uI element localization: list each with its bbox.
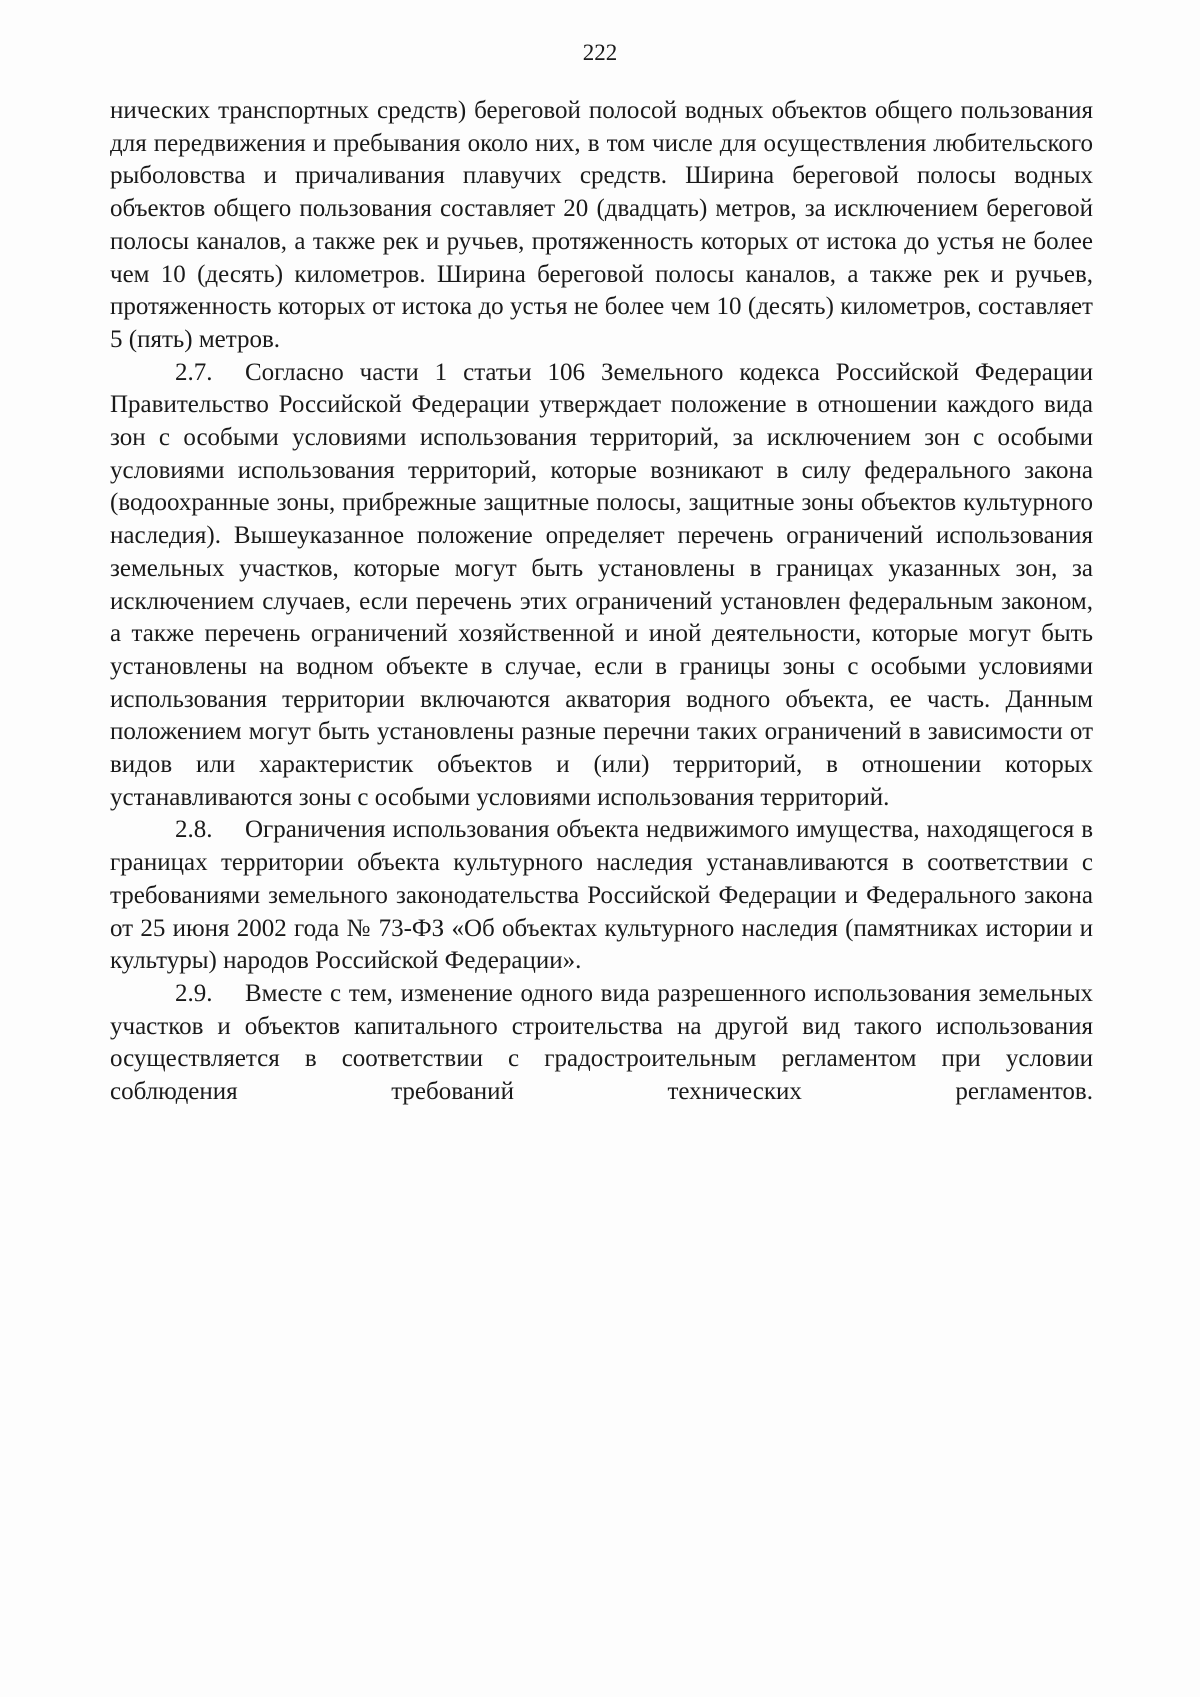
page-number: 222 [582,40,618,65]
paragraph-text: нических транспортных средств) береговой полосой водных объектов общего пользования для передвижения и пребывания около них, в том числе для осуществления любительского рыболовства и причаливания плавучих средств. Ширина береговой полосы водных объектов общего пользования составляет 20 (двадцать) метров, за исключением береговой полосы каналов, а также рек и ручьев, протяженность которых от истока до устья не более чем 10 (десять) километров. Ширина береговой полосы каналов, а также рек и ручьев, протяженность которых от истока до устья не более чем 10 (десять) километров, составляет 5 (пять) метров. [110,97,1093,353]
paragraph-text: Ограничения использования объекта недвижимого имущества, находящегося в границах территории объекта культурного наследия устанавливаются в соответствии с требованиями земельного законодательства Российской Федерации и Федерального закона от 25 июня 2002 года № 73-ФЗ «Об объектах культурного наследия (памятниках истории и культуры) народов Российской Федерации». [110,816,1093,975]
paragraph-text: Согласно части 1 статьи 106 Земельного кодекса Российской Федерации Правительство Российской Федерации утверждает положение в отношении каждого вида зон с особыми условиями использования территорий, за исключением зон с особыми условиями использования территорий, которые возникают в силу федерального закона (водоохранные зоны, прибрежные защитные полосы, защитные зоны объектов культурного наследия). Вышеуказанное положение определяет перечень ограничений использования земельных участков, которые могут быть установлены в границах указанных зон, за исключением случаев, если перечень этих ограничений установлен федеральным законом, а также перечень ограничений хозяйственной и иной деятельности, которые могут быть установлены на водном объекте в случае, если в границы зоны с особыми условиями использования территории включаются акватория водного объекта, ее часть. Данным положением могут быть установлены разные перечни таких ограничений в зависимости от видов или характеристик объектов и (или) территорий, в отношении которых устанавливаются зоны с особыми условиями использования территорий. [110,358,1093,811]
paragraph-2-8 [110,814,1093,978]
paragraph-number: 2.8. [175,816,213,844]
paragraph-continuation [110,95,1093,357]
paragraph-2-9 [110,978,1093,1109]
paragraph-number: 2.9. [175,979,213,1007]
paragraph-text: Вместе с тем, изменение одного вида разрешенного использования земельных участков и объектов капитального строительства на другой вид такого использования осуществляется в соответствии с градостроительным регламентом при условии соблюдения требований технических регламентов. [110,979,1093,1106]
paragraph-2-7 [110,357,1093,815]
scan-artifact [1090,1683,1130,1693]
document-body [110,95,1093,1109]
paragraph-number: 2.7. [175,358,213,386]
